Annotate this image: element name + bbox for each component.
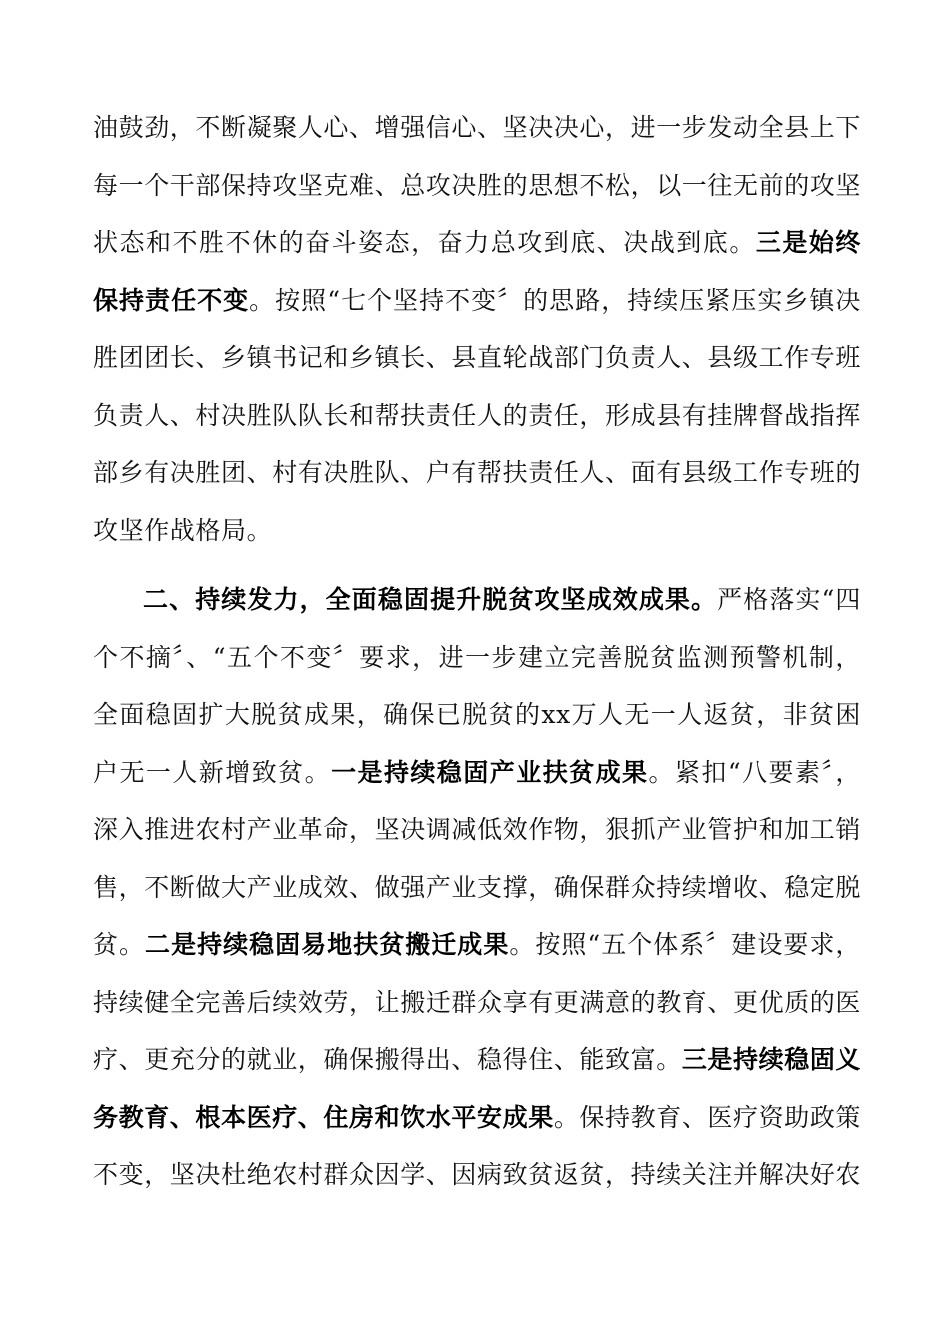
paragraph-text: 。保持教育、医疗资助政策不变，坚决杜绝农村群众因学、因病致贫返贫，持续关注并解决好农 <box>93 1102 862 1189</box>
paragraph-text: 严格落实“四个不摘〞、“五个不变〞要求，进一步建立完善脱贫监测预警机制，全面稳固扩大脱贫成果，确保已脱贫的xx万人无一人返贫，非贫困户无一人新增致贫。 <box>93 585 862 787</box>
paragraph-text: 油鼓劲，不断凝聚人心、增强信心、坚决决心，进一步发动全县上下每一个干部保持攻坚克难、总攻决胜的思想不松，以一往无前的攻坚状态和不胜不休的奋斗姿态，奋力总攻到底、决战到底。 <box>93 113 862 257</box>
bold-subheading: 一是持续稳固产业扶贫成果 <box>331 757 649 787</box>
paragraph-text: 。按照“五个体系〞建设要求，持续健全完善后续效劳，让搬迁群众享有更满意的教育、更优质的医疗、更充分的就业，确保搬得出、稳得住、能致富。 <box>93 930 862 1074</box>
paragraph-text: 。紧扣“八要素〞，深入推进农村产业革命，坚决调减低效作物，狠抓产业管护和加工销售，不断做大产业成效、做强产业支撑，确保群众持续增收、稳定脱贫。 <box>93 757 862 959</box>
paragraph-section-two <box>93 571 861 1204</box>
bold-subheading: 三是始终保持责任不变 <box>93 228 861 315</box>
paragraph-responsibility <box>93 99 861 559</box>
paragraph-text: 。按照“七个坚持不变〞的思路，持续压紧压实乡镇决胜团团长、乡镇书记和乡镇长、县直轮战部门负责人、县级工作专班负责人、村决胜队队长和帮扶责任人的责任，形成县有挂牌督战指挥部乡有决胜团、村有决胜队、户有帮扶责任人、面有县级工作专班的攻坚作战格局。 <box>93 285 862 545</box>
bold-subheading: 三是持续稳固义务教育、根本医疗、住房和饮水平安成果 <box>93 1045 862 1132</box>
bold-subheading: 二是持续稳固易地扶贫搬迁成果 <box>145 930 510 959</box>
section-heading: 二、持续发力，全面稳固提升脱贫攻坚成效成果。 <box>143 585 718 614</box>
